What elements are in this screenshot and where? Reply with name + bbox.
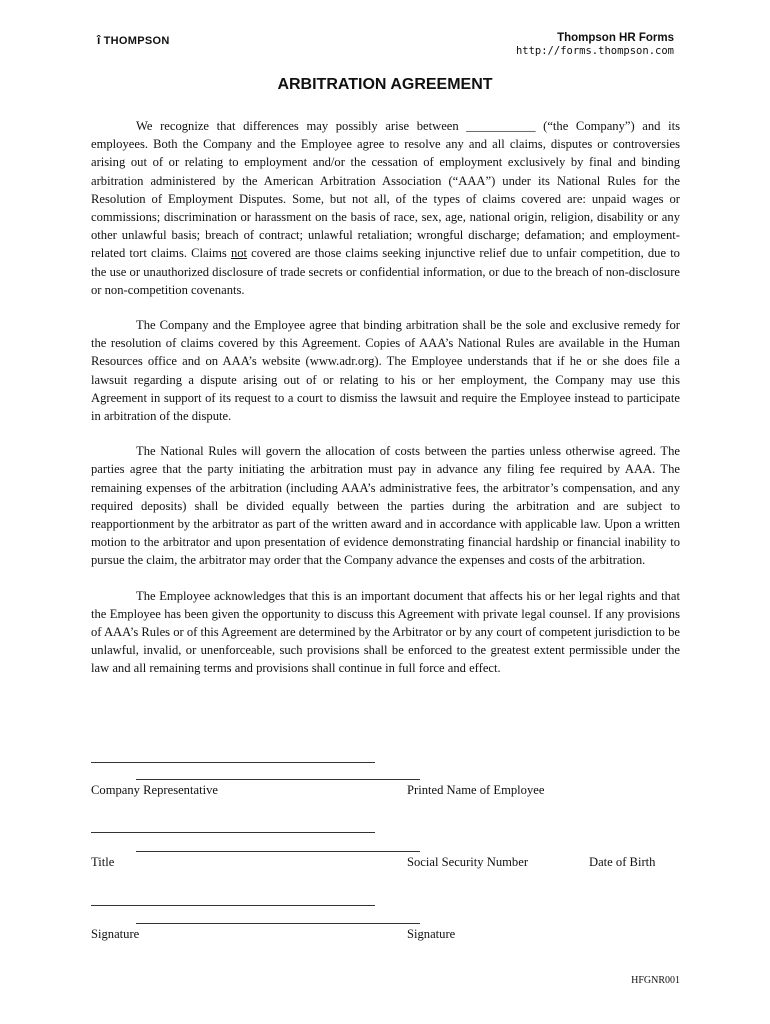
site-header [516, 32, 674, 57]
signature-label-right: Signature [407, 927, 456, 941]
company-rep-line[interactable] [91, 762, 375, 763]
logo-text: THOMPSON [103, 35, 170, 47]
document-title: ARBITRATION AGREEMENT [277, 76, 493, 93]
title-label: Title [91, 855, 115, 869]
title-line[interactable] [91, 832, 375, 833]
ssn-label: Social Security Number [407, 855, 529, 869]
not-underlined: not [230, 246, 248, 261]
agreement-body [91, 117, 680, 695]
site-title: Thompson HR Forms [557, 32, 674, 44]
company-signature-line[interactable] [91, 905, 375, 906]
thompson-logo [97, 33, 170, 47]
printed-name-line[interactable] [136, 779, 420, 780]
ssn-dob-line[interactable] [136, 851, 420, 852]
company-rep-label: Company Representative [91, 783, 218, 797]
logo-icon: î [97, 33, 101, 47]
paragraph-2: The Company and the Employee agree that binding arbitration shall be the sole and exclusive remedy for the resolution of claims covered by this Agreement. Copies of AAA’s National Rules are available in the Human Resources office and on AAA’s website (www.adr.org). The Employee understands that if he or she does file a lawsuit regarding a dispute arising out of or relating to his or her employment, the Company may use this Agreement in support of its request to a court to dismiss the lawsuit and require the Employee instead to participate in arbitration of the dispute. [91, 318, 680, 424]
paragraph-3: The National Rules will govern the allocation of costs between the parties unless otherwise agreed. The parties agree that the party initiating the arbitration must pay in advance any filing fee required by AAA. The remaining expenses of the arbitration (including AAA’s administrative fees, the arbitrator’s compensation, and any required deposits) shall be divided equally between the parties during the arbitration and are subject to reapportionment by the arbitrator as part of the written award and in accordance with applicable law. Upon a written motion to the arbitrator and upon presentation of evidence demonstrating financial hardship or financial inability to pursue the claim, the arbitrator may order that the Company advance the expenses and costs of the arbitration. [91, 444, 680, 568]
dob-label: Date of Birth [589, 855, 656, 869]
paragraph-1: We recognize that differences may possibly arise between ___________ (“the Company”) and its employees. Both the Company and the Employee agree to resolve any and all claims, disputes or controversies arising out of or relating to employment and/or the cessation of employment exclusively by final and binding arbitration administered by the American Arbitration Association (“AAA”) under its National Rules for the Resolution of Employment Disputes. Some, but not all, of the types of claims covered are: unpaid wages or commissions; discrimination or harassment on the basis of race, sex, age, national origin, religion, disability or any other unlawful basis; breach of contract; unlawful retaliation; wrongful discharge; defamation; and employment-related tort claims. Claims not covered are those claims seeking injunctive relief due to unfair competition, due to the use or unauthorized disclosure of trade secrets or confidential information, or due to the breach of non-disclosure or non-competition covenants. [91, 119, 680, 297]
paragraph-4: The Employee acknowledges that this is an important document that affects his or her legal rights and that the Employee has been given the opportunity to discuss this Agreement with private legal counsel. If any provisions of AAA’s Rules or of this Agreement are determined by the Arbitrator or by any court of competent jurisdiction to be unlawful, invalid, or unenforceable, such provisions shall be enforced to the greatest extent permissible under the law and all remaining terms and provisions shall continue in full force and effect. [91, 588, 680, 676]
form-code: HFGNR001 [631, 975, 680, 986]
site-url: http://forms.thompson.com [515, 45, 674, 57]
employee-signature-line[interactable] [136, 923, 420, 924]
signature-label-left: Signature [91, 927, 140, 941]
printed-name-label: Printed Name of Employee [407, 783, 545, 797]
